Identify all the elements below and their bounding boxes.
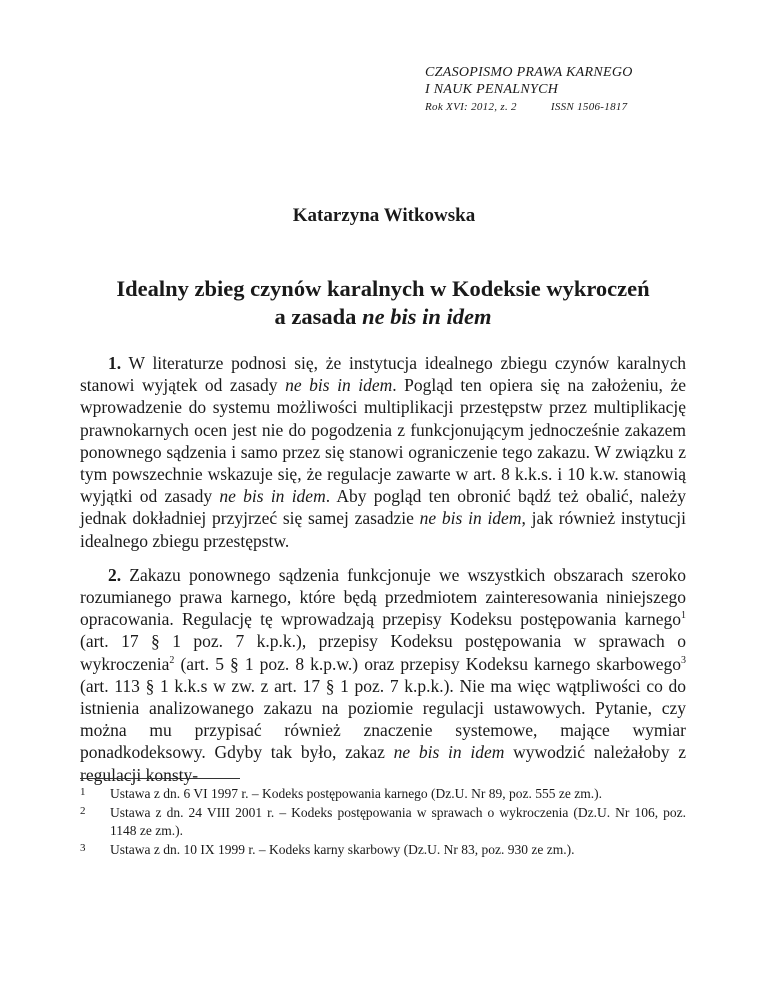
article-title — [80, 275, 686, 331]
journal-issue: Rok XVI: 2012, z. 2 — [425, 101, 517, 113]
paragraph-2 — [80, 564, 686, 786]
footnote — [80, 841, 686, 860]
footnote-text: Ustawa z dn. 24 VIII 2001 r. – Kodeks postępowania w sprawach o wykroczenia (Dz.U. Nr 106, poz. 1148 ze zm.). — [110, 804, 686, 838]
italic-term: ne bis in idem — [419, 508, 522, 529]
paragraph-text: wywodzić należałoby z regulacji konsty- — [80, 742, 687, 785]
journal-issn: ISSN 1506-1817 — [550, 101, 628, 113]
paragraph-text: (art. 113 § 1 k.k.s w zw. z art. 17 § 1 poz. 7 k.p.k.). Nie ma więc wątpliwości co do istnienia analizowanego zakazu na poziomie regulacji ustawowych. Pytanie, czy można mu przypisać również znaczenie systemowe, mające wymiar ponadkodeksowy. Gdyby tak było, zakaz — [80, 675, 686, 763]
footnotes — [80, 785, 686, 859]
footnote-rule — [80, 778, 240, 779]
italic-term: ne bis in idem — [219, 486, 326, 507]
footnote — [80, 785, 686, 804]
journal-meta — [425, 99, 633, 116]
section-number: 2. — [108, 564, 122, 585]
paragraph-text: (art. 17 § 1 poz. 7 k.p.k.), przepisy Kodeksu postępowania w sprawach o wykroczenia — [80, 631, 686, 674]
footnote-number: 2 — [80, 804, 86, 817]
paragraph-text: . Aby pogląd ten obronić bądź też obalić, należy jednak dokładniej przyjrzeć się samej zasadzie — [80, 486, 686, 529]
section-number: 1. — [108, 353, 122, 373]
footnote-ref[interactable]: 1 — [681, 610, 686, 622]
paragraph-1 — [80, 352, 686, 552]
paragraph-text: W literaturze podnosi się, że instytucja idealnego zbiegu czynów karalnych stanowi wyjątek od zasady — [80, 353, 686, 396]
paragraph-text: , jak również instytucji idealnego zbiegu przestępstw. — [80, 508, 686, 551]
footnote-number: 1 — [80, 786, 86, 798]
title-line2 — [80, 303, 686, 331]
journal-name-line1: CZASOPISMO PRAWA KARNEGO — [425, 65, 633, 80]
title-line2-italic: ne bis in idem — [362, 304, 492, 329]
italic-term: ne bis in idem — [393, 742, 505, 763]
italic-term: ne bis in idem — [285, 375, 393, 396]
article-body — [80, 352, 686, 786]
footnote-number: 3 — [80, 841, 86, 854]
footnote-ref[interactable]: 3 — [681, 654, 686, 666]
paragraph-text: (art. 5 § 1 poz. 8 k.p.w.) oraz przepisy Kodeksu karnego skarbowego — [174, 653, 681, 674]
title-line1: Idealny zbieg czynów karalnych w Kodeksie wykroczeń — [116, 276, 650, 301]
journal-header — [425, 64, 633, 116]
title-line2-text: a zasada — [274, 304, 363, 329]
paragraph-text: Zakazu ponownego sądzenia funkcjonuje we wszystkich obszarach szeroko rozumianego prawa karnego, które będą przedmiotem zainteresowania niniejszego opracowania. Regulację tę wprowadzają przepisy Kodeksu postępowania karnego — [80, 564, 686, 630]
footnote-text: Ustawa z dn. 6 VI 1997 r. – Kodeks postępowania karnego (Dz.U. Nr 89, poz. 555 ze zm.). — [110, 786, 603, 801]
footnote-ref[interactable]: 2 — [169, 654, 175, 666]
footnote — [80, 804, 686, 841]
paragraph-text: . Pogląd ten opiera się na założeniu, że wprowadzenie do systemu możliwości multiplikacji przestępstw przez multiplikację prawnokarnych ocen jest nie do pogodzenia z funkcjonującym jednocześnie zakazem ponownego sądzenia i samo przez się stanowi ograniczenie tego zakazu. W związku z tym powszechnie wskazuje się, że regulacje zawarte w art. 8 k.k.s. i 10 k.w. stanowią wyjątki od zasady — [80, 375, 686, 507]
journal-name-line2: I NAUK PENALNYCH — [425, 82, 559, 97]
footnote-text: Ustawa z dn. 10 IX 1999 r. – Kodeks karny skarbowy (Dz.U. Nr 83, poz. 930 ze zm.). — [110, 841, 575, 857]
author-name: Katarzyna Witkowska — [292, 205, 476, 226]
